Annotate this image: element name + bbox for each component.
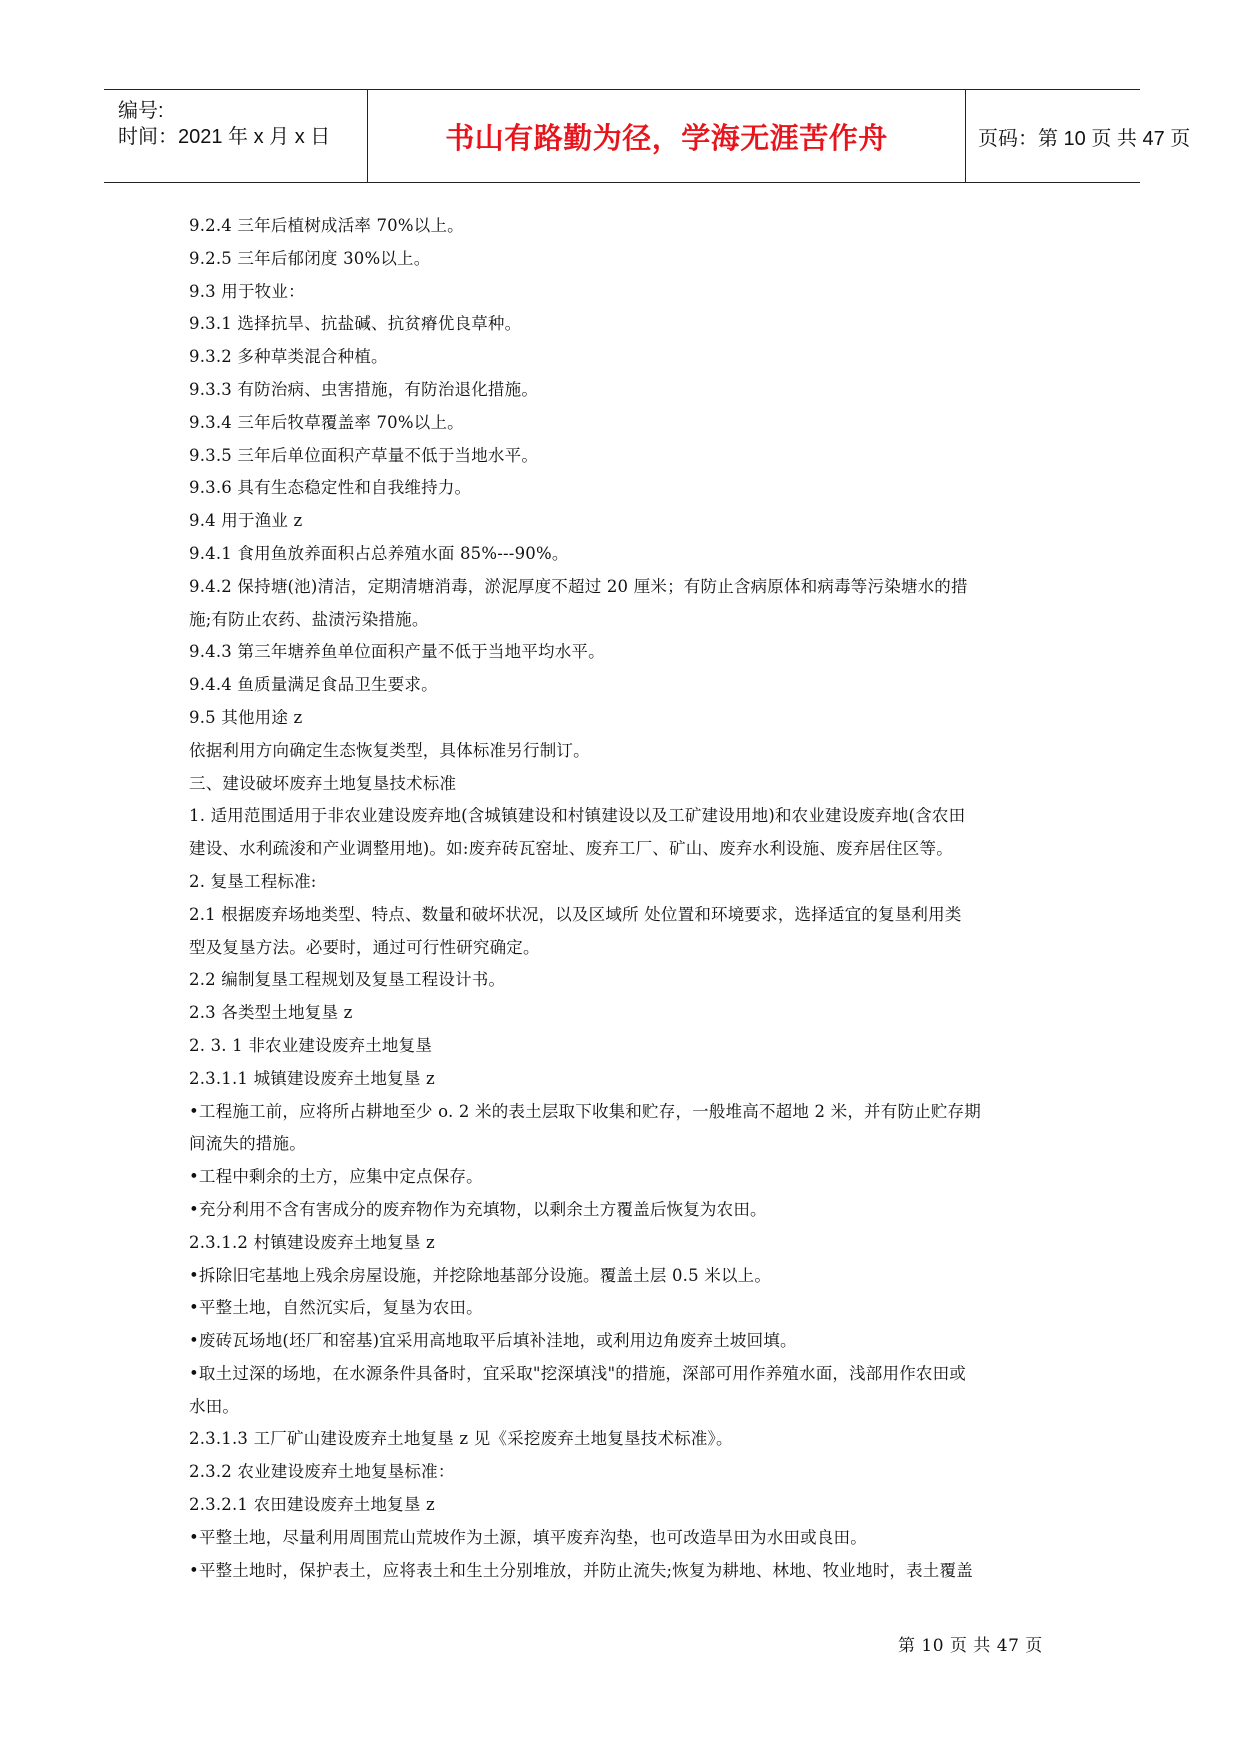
text-line: •工程中剩余的土方，应集中定点保存。 [189,1167,483,1187]
text-line: 施;有防止农药、盐渍污染措施。 [189,609,429,629]
text-line: 2.3.2 农业建设废弃土地复垦标准： [189,1462,455,1482]
text-line: 9.3.1 选择抗旱、抗盐碱、抗贫瘠优良草种。 [189,314,522,334]
text-line: 2. 3. 1 非农业建设废弃土地复垦 [189,1035,433,1055]
text-line: 2.3.2.1 农田建设废弃土地复垦 z [189,1495,435,1515]
document-header [104,89,1191,183]
header-meta-cell [104,90,368,182]
text-line: 9.2.4 三年后植树成活率 70%以上。 [189,216,464,235]
text-line: 间流失的措施。 [189,1134,306,1154]
header-motto: 书山有路勤为径，学海无涯苦作舟 [445,120,888,155]
text-line: 9.3.3 有防治病、虫害措施，有防治退化措施。 [189,379,539,399]
page-footer: 第 10 页 共 47 页 [898,1636,1043,1656]
header-page-cell [966,90,1191,182]
text-line: 2.3.1.3 工厂矿山建设废弃土地复垦 z 见《采挖废弃土地复垦技术标准》。 [189,1429,733,1449]
text-line: 建设、水利疏浚和产业调整用地)。如:废弃砖瓦窑址、废弃工厂、矿山、废弃水利设施、废弃居住区等。 [189,839,953,859]
text-line: •平整土地，尽量利用周围荒山荒坡作为土源，填平废弃沟垫，也可改造旱田为水田或良田。 [189,1527,867,1547]
text-line: 2.3.1.2 村镇建设废弃土地复垦 z [189,1232,435,1252]
text-line: 9.4.4 鱼质量满足食品卫生要求。 [189,675,438,695]
text-line: 9.3.2 多种草类混合种植。 [189,347,388,367]
document-body [189,210,1059,1587]
header-motto-cell [368,90,966,182]
text-line: •取土过深的场地，在水源条件具备时，宜采取"挖深填浅"的措施，深部可用作养殖水面，浅部用作农田或 [189,1363,967,1383]
text-line: 9.4.3 第三年塘养鱼单位面积产量不低于当地平均水平。 [189,642,605,662]
text-line: •平整土地，自然沉实后，复垦为农田。 [189,1298,483,1318]
text-line: 1. 适用范围适用于非农业建设废弃地(含城镇建设和村镇建设以及工矿建设用地)和农业建设废弃地(含农田 [189,806,966,826]
text-line: •废砖瓦场地(坯厂和窑基)宜采用高地取平后填补洼地，或利用边角废弃土坡回填。 [189,1331,797,1351]
text-line: 9.2.5 三年后郁闭度 30%以上。 [189,248,431,268]
document-time-label: 时间：2021 年 x 月 x 日 [118,126,331,148]
text-line: 9.3 用于牧业： [189,281,305,301]
text-line: •工程施工前，应将所占耕地至少 o. 2 米的表土层取下收集和贮存，一般堆高不超地 2 米，并有防止贮存期 [189,1101,981,1121]
document-number-label: 编号: [118,100,164,122]
text-line: 三、建设破坏废弃土地复垦技术标准 [189,773,457,793]
text-line: •充分利用不含有害成分的废弃物作为充填物，以剩余土方覆盖后恢复为农田。 [189,1199,767,1219]
text-line: 9.5 其他用途 z [189,707,303,727]
text-line: 9.3.6 具有生态稳定性和自我维持力。 [189,478,472,498]
text-line: 水田。 [189,1396,240,1416]
header-page-label: 页码：第 10 页 共 47 页 [978,127,1191,150]
text-line: 型及复垦方法。必要时，通过可行性研究确定。 [189,937,540,957]
text-line: •拆除旧宅基地上残余房屋设施，并挖除地基部分设施。覆盖土层 0.5 米以上。 [189,1265,772,1285]
text-line: 9.4.1 食用鱼放养面积占总养殖水面 85%---90%。 [189,543,569,563]
text-line: 依据利用方向确定生态恢复类型，具体标准另行制订。 [189,740,590,760]
text-line: 9.4 用于渔业 z [189,511,303,531]
text-line: 2.1 根据废弃场地类型、特点、数量和破坏状况，以及区域所 处位置和环境要求，选择适宜的复垦利用类 [189,904,962,924]
text-line: 2.2 编制复垦工程规划及复垦工程设计书。 [189,970,506,990]
text-line: 9.4.2 保持塘(池)清洁，定期清塘消毒，淤泥厚度不超过 20 厘米；有防止含病原体和病毒等污染塘水的措 [189,576,968,596]
text-line: 9.3.4 三年后牧草覆盖率 70%以上。 [189,412,464,432]
text-line: 9.3.5 三年后单位面积产草量不低于当地水平。 [189,445,539,465]
text-line: 2. 复垦工程标准: [189,871,317,891]
text-line: 2.3 各类型土地复垦 z [189,1003,353,1023]
text-line: •平整土地时，保护表土，应将表土和生土分别堆放，并防止流失;恢复为耕地、林地、牧业地时，表土覆盖 [189,1560,973,1580]
text-line: 2.3.1.1 城镇建设废弃土地复垦 z [189,1068,435,1088]
